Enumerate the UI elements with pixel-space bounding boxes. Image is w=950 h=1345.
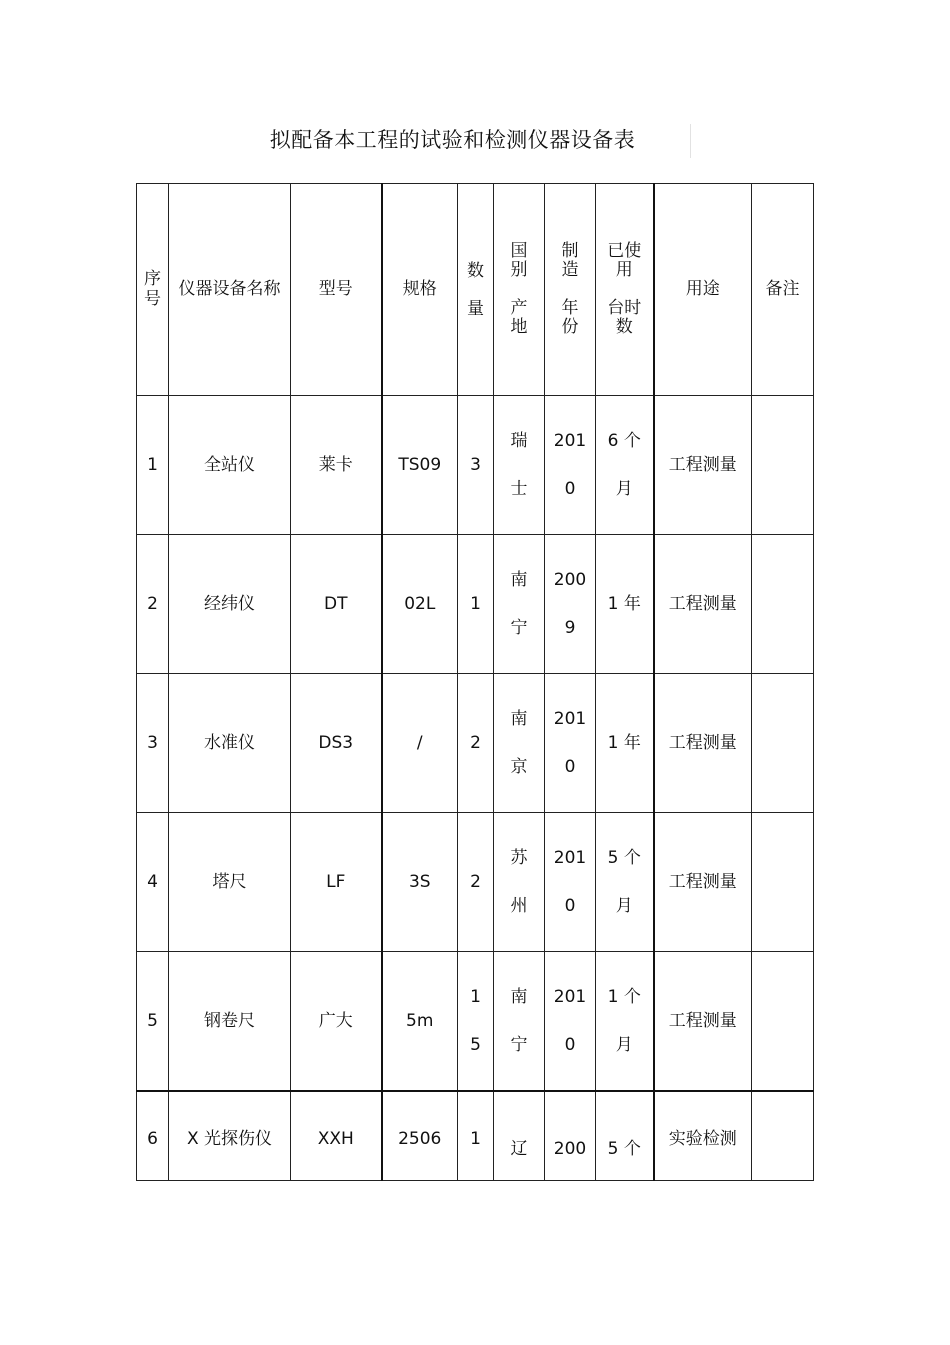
cell-name: X 光探伤仪 (169, 1091, 291, 1181)
table-row (137, 1091, 814, 1181)
cell-qty: 2 (458, 674, 494, 813)
header-row (137, 184, 814, 396)
cell-used: 1 年 (596, 535, 654, 674)
cell-spec: 3S (382, 813, 458, 952)
cell-remark (752, 813, 814, 952)
header-no: 序 号 (137, 184, 169, 396)
cell-qty: 3 (458, 396, 494, 535)
cell-used: 5 个 月 (596, 813, 654, 952)
cell-model: 广大 (291, 952, 382, 1092)
cell-year: 201 0 (545, 674, 596, 813)
header-model: 型号 (291, 184, 382, 396)
cell-remark (752, 1091, 814, 1181)
cell-no: 3 (137, 674, 169, 813)
cell-origin: 南 京 (494, 674, 545, 813)
cell-spec: TS09 (382, 396, 458, 535)
cell-no: 2 (137, 535, 169, 674)
cell-purpose: 工程测量 (654, 674, 752, 813)
cell-origin: 苏 州 (494, 813, 545, 952)
cell-qty: 1 5 (458, 952, 494, 1092)
header-qty: 数 量 (458, 184, 494, 396)
cell-year: 200 9 (545, 535, 596, 674)
header-name: 仪器设备名称 (169, 184, 291, 396)
header-remark: 备注 (752, 184, 814, 396)
cell-remark (752, 396, 814, 535)
page-title: 拟配备本工程的试验和检测仪器设备表 (269, 128, 636, 152)
cell-no: 4 (137, 813, 169, 952)
cell-name: 水准仪 (169, 674, 291, 813)
cell-year: 200 (545, 1091, 596, 1181)
cell-no: 1 (137, 396, 169, 535)
table-row (137, 535, 814, 674)
cell-origin: 辽 (494, 1091, 545, 1181)
cell-model: LF (291, 813, 382, 952)
cell-origin: 南 宁 (494, 952, 545, 1092)
cell-qty: 1 (458, 1091, 494, 1181)
table-row (137, 674, 814, 813)
cell-model: 莱卡 (291, 396, 382, 535)
cell-year: 201 0 (545, 813, 596, 952)
cell-spec: 2506 (382, 1091, 458, 1181)
cell-remark (752, 952, 814, 1092)
cell-used: 5 个 (596, 1091, 654, 1181)
equipment-table (136, 183, 814, 1181)
cell-model: XXH (291, 1091, 382, 1181)
cell-no: 6 (137, 1091, 169, 1181)
table-row (137, 952, 814, 1092)
header-used: 已使 用 台时 数 (596, 184, 654, 396)
header-year: 制 造 年 份 (545, 184, 596, 396)
cell-year: 201 0 (545, 396, 596, 535)
cell-qty: 1 (458, 535, 494, 674)
cell-spec: 02L (382, 535, 458, 674)
header-origin: 国 别 产 地 (494, 184, 545, 396)
cell-name: 钢卷尺 (169, 952, 291, 1092)
title-divider (690, 124, 691, 158)
cell-origin: 瑞 士 (494, 396, 545, 535)
cell-name: 经纬仪 (169, 535, 291, 674)
cell-purpose: 工程测量 (654, 535, 752, 674)
cell-origin: 南 宁 (494, 535, 545, 674)
cell-remark (752, 535, 814, 674)
cell-spec: 5m (382, 952, 458, 1092)
cell-used: 1 个 月 (596, 952, 654, 1092)
cell-purpose: 工程测量 (654, 396, 752, 535)
cell-purpose: 工程测量 (654, 952, 752, 1092)
cell-remark (752, 674, 814, 813)
cell-name: 全站仪 (169, 396, 291, 535)
cell-model: DS3 (291, 674, 382, 813)
header-purpose: 用途 (654, 184, 752, 396)
cell-purpose: 工程测量 (654, 813, 752, 952)
cell-purpose: 实验检测 (654, 1091, 752, 1181)
table-row (137, 396, 814, 535)
table-row (137, 813, 814, 952)
cell-model: DT (291, 535, 382, 674)
cell-year: 201 0 (545, 952, 596, 1092)
header-spec: 规格 (382, 184, 458, 396)
cell-used: 1 年 (596, 674, 654, 813)
cell-spec: / (382, 674, 458, 813)
cell-name: 塔尺 (169, 813, 291, 952)
cell-qty: 2 (458, 813, 494, 952)
cell-used: 6 个 月 (596, 396, 654, 535)
cell-no: 5 (137, 952, 169, 1092)
